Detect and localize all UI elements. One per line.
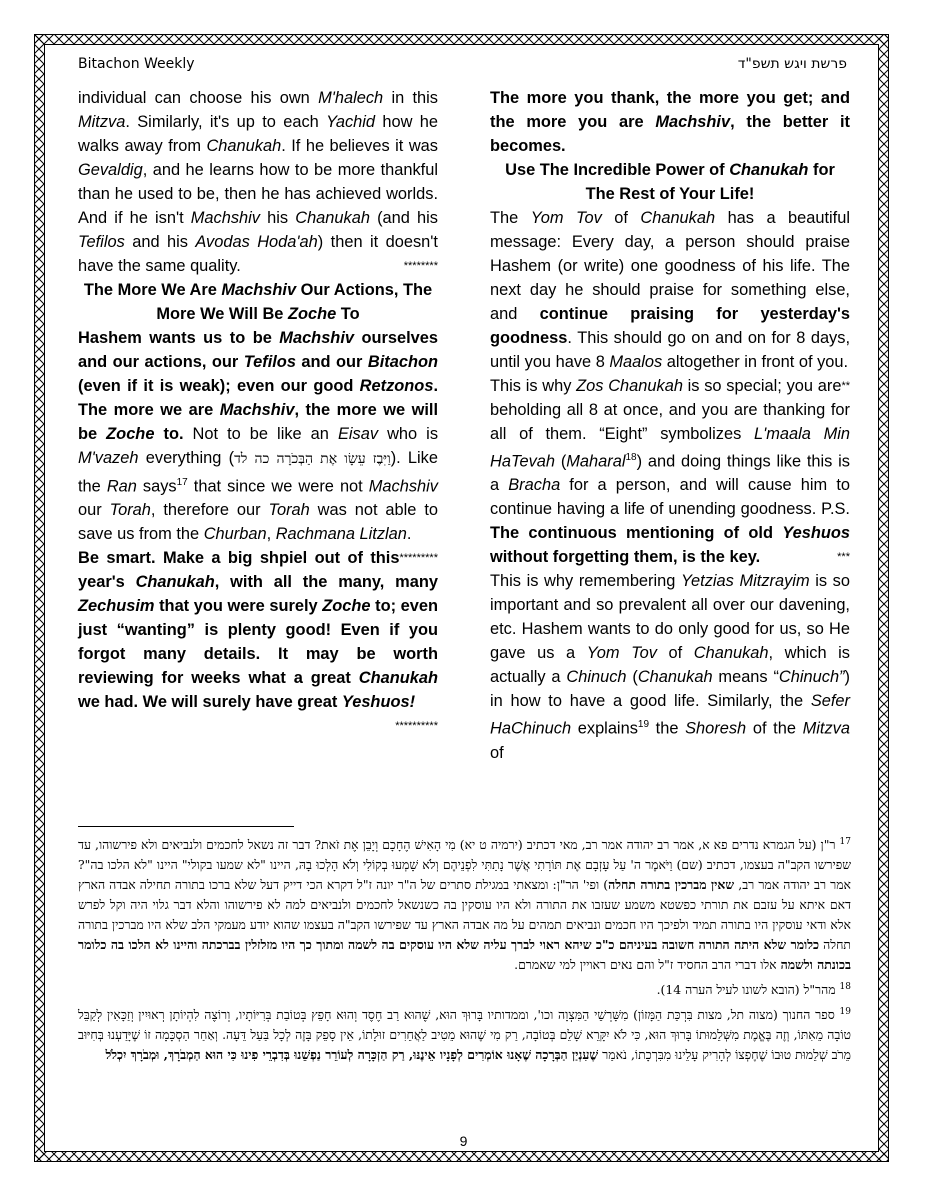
text-run: . Similarly, it's up to each xyxy=(125,113,327,131)
paragraph xyxy=(78,86,438,278)
text-run: Chinuch” xyxy=(778,668,845,687)
text-run: Yachid xyxy=(326,113,376,131)
text-run: . xyxy=(406,525,412,544)
text-run: Our Actions, The More We Will Be xyxy=(156,281,433,323)
text-run: is so important and so prevalent all over our davening, etc. Hashem wants to do only good for us, so He gave us a xyxy=(490,572,850,663)
footnote-number: 17 xyxy=(839,837,851,847)
text-run: (even if it is weak); even our good xyxy=(78,377,360,395)
text-run: שאין מברכין בתורה תחלה xyxy=(608,877,735,893)
section-separator-stars: *** xyxy=(837,551,850,564)
footnote-ref: 17 xyxy=(176,477,188,488)
text-run: in this xyxy=(383,89,438,107)
text-run: our xyxy=(78,501,110,520)
text-run: Churban xyxy=(203,525,267,544)
text-run: M'vazeh xyxy=(78,449,139,467)
footnotes xyxy=(78,832,851,1067)
text-run: , and he learns how to be more thankful than he used to be, then he has achieved worlds. And if he isn't xyxy=(78,161,438,227)
text-run: says xyxy=(136,477,177,496)
text-run: Hashem wants us to be xyxy=(78,329,280,347)
text-run: is so special; you are beholding all 8 at once, and you are thanking for all of them. “Eight” symbolizes xyxy=(490,377,850,443)
text-run: This is why xyxy=(490,377,577,395)
text-run: the xyxy=(649,719,686,738)
footnote-17 xyxy=(78,832,851,975)
text-run: , with all the many, many xyxy=(214,573,438,592)
text-run: Machshiv xyxy=(279,329,354,347)
text-run: Zoche xyxy=(287,305,337,323)
text-run: The continuous mentioning of old xyxy=(490,524,783,543)
header-publication-title: Bitachon Weekly xyxy=(78,56,195,72)
text-run: Torah xyxy=(109,501,151,520)
text-run: , therefore our xyxy=(150,501,269,520)
page-number: 9 xyxy=(459,1133,468,1149)
text-run: everything ( xyxy=(138,449,235,467)
text-run: Be smart. Make a big shpiel out of this year's xyxy=(78,549,400,592)
text-run: we had. We will surely have great xyxy=(78,693,342,712)
text-run: means “ xyxy=(712,668,779,687)
text-run: and our xyxy=(295,353,368,371)
text-run: The xyxy=(490,209,531,227)
text-run: Rachmana Litzlan xyxy=(275,525,407,544)
footnote-ref: 18 xyxy=(625,452,637,463)
text-run: מהר"ל (הובא לשונו לעיל הערה 14). xyxy=(656,982,836,998)
text-run: Tefilos xyxy=(78,233,125,251)
text-run: Maalos xyxy=(609,353,663,371)
paragraph xyxy=(78,326,439,565)
text-run: Yetzias Mitzrayim xyxy=(681,572,810,591)
footnote-divider xyxy=(78,826,294,827)
text-run: Chanukah xyxy=(729,161,809,179)
text-run: Zoche xyxy=(322,597,371,616)
text-run: ). Like the xyxy=(78,449,438,496)
text-run: , xyxy=(266,525,276,544)
text-run: ) ופי' הר"ן: ומצאתי במגילת סתרים של ה"ר יונה ז"ל דקרא הכי דייק דעל שלא ברכו בתורה תחילה אבדה הארץ דאם איתא על עזבם את תורתי כפשטא משמע שעזבו את התורה ולא היו עוסקין בה כשנשאל לחכמים ולנביאים למה לא פירשוהו והלא דבר גלוי היה וקל לפרש אלא ודאי עוסקין היו בתורה תמיד ולפיכך היו חכמים ונביאים תמהים על מה אבדה הארץ עד שפירשו הקב"ה בעצמו שהוא יודע מעמקי הלב שלא היו מברכין בתורה תחלה xyxy=(78,877,851,953)
text-run: of xyxy=(656,644,694,663)
text-run: ספר החנוך (מצוה תל, מצות בִּרְכַּת הַמָּזוֹן) מִשָּׁרְשֵׁי הַמִּצְוָה וכו', וממדותיו בָּרוּךְ הוּא, שֶׁהוּא רַב חֶסֶד וְהוּא חָפֵץ בְּטוֹבַת בְּרִיּוֹתָיו, וְרוֹצֶה לִהְיוֹתָן רְאוּיִין וְזַכָּאִין לְקַבֵּל טוֹבָה מֵאִתּוֹ, וְזֶה בֶּאֱמֶת מִשְּׁלֵמוּתוֹ בָּרוּךְ הוּא, כִּי לֹא יִקָּרֵא שָׁלֵם בְּטוֹבָה, רַק מִי שֶׁהוּא מֵטִיב לַאֲחֵרִים זוּלָתוֹ, אֵין סָפֵק בָּזֶה לְכָל בַּעַל דֵּעָה. וְאַחַר הַסְכָּמָה זוֹ שֶׁיָּדַעְנוּ בְּחִיּוּב מֵרֹב שְׁלֵמוּת טוּבוֹ שֶׁחֶפְצוֹ לְהָרִיק עָלֵינוּ מִבִּרְכָתוֹ, נֹאמַר xyxy=(78,1007,851,1063)
text-run: has a beautiful message: Every day, a person should praise Hashem (or write) one goodness of his life. The next day he should praise for something else, and xyxy=(490,209,850,323)
text-run: Tefilos xyxy=(243,353,296,371)
text-run: Not to be like an xyxy=(183,425,338,443)
text-run: and his xyxy=(124,233,196,251)
text-run: Yom Tov xyxy=(586,644,657,663)
text-run: Bitachon xyxy=(367,353,438,371)
text-run: Torah xyxy=(268,501,310,520)
text-run: Chanukah xyxy=(358,669,438,688)
text-run: Yeshuos xyxy=(782,524,850,543)
text-run: Machshiv xyxy=(368,477,438,496)
text-run: of the xyxy=(746,719,803,738)
footnote-ref: 19 xyxy=(637,719,650,731)
text-run: Eisav xyxy=(337,425,379,443)
section-heading xyxy=(78,278,438,326)
text-run: שֶׁעִנְיַן הַבְּרָכָה שֶׁאָנוּ אוֹמְרִים לְפָנָיו אֵינֶנּוּ, רַק הַזְכָּרָה לְעוֹרֵר נַפְשֵׁנוּ בְּדִבְרֵי פִינוּ כִּי הוּא הַמְבֹרָךְ, וּמְבֹרָךְ יִכְלֹל xyxy=(105,1047,599,1063)
text-run: Zos Chanukah xyxy=(576,377,683,395)
right-column xyxy=(490,86,850,765)
text-run: , which is actually a xyxy=(490,644,850,687)
text-run: Avodas Hoda'ah xyxy=(195,233,318,251)
text-run: M'halech xyxy=(318,89,384,107)
header-parsha-title: פרשת ויגש תשפ"ד xyxy=(737,56,847,72)
text-run: ) in how to have a good life. Similarly, the xyxy=(490,668,850,711)
text-run: . This should go on and on for 8 days, until you have 8 xyxy=(490,329,850,371)
footnote-19 xyxy=(78,1002,851,1065)
text-run: Machshiv xyxy=(219,401,295,419)
text-run: Zoche xyxy=(106,425,155,443)
text-run: Machshiv xyxy=(655,113,731,131)
text-run: Gevaldig xyxy=(78,161,143,179)
text-run: Chanukah xyxy=(206,137,282,155)
text-run: was not able to save us from the xyxy=(78,501,438,544)
text-run: Chanukah xyxy=(640,209,716,227)
text-run: ourselves and our actions, our xyxy=(78,329,439,371)
paragraph xyxy=(490,374,850,569)
text-run: explains xyxy=(571,719,638,738)
text-run: that since we were not xyxy=(187,477,369,496)
text-run: to; even just “wanting” is plenty good! Even if you forgot many details. It may be worth reviewing for weeks what a great xyxy=(78,597,438,688)
text-run: how he walks away from xyxy=(78,113,438,155)
text-run: Chanukah xyxy=(135,573,215,592)
text-run: ר"ן (על הגמרא נדרים פא א, אמר רב יהודה אמר רב, מאי דכתיב (ירמיה ט יא) מִי הָאִישׁ הֶחָכָם וְיָבֵן אֶת זֹאת? דבר זה נשאל לחכמים ולנביאים ולא פירשוהו, עד שפירשו הקב"ה בעצמו, דכתיב (שם) וַיֹּאמֶר ה' עַל עָזְבָם אֶת תּוֹרָתִי אֲשֶׁר נָתַתִּי לִפְנֵיהֶם וְלֹא שָׁמְעוּ בְקוֹלִי וְלֹא הָלְכוּ בָהּ, היינו "לא שמעו בקולי" היינו "לא הלכו בה"? אמר רב יהודה אמר רב, xyxy=(78,837,851,893)
text-run: Chanukah xyxy=(693,644,769,663)
text-run: Sefer HaChinuch xyxy=(490,692,850,738)
section-separator-stars: ********** xyxy=(395,720,438,733)
text-run: ) then it doesn't have the same quality. xyxy=(78,233,438,275)
text-run: for The Rest of Your Life! xyxy=(585,161,835,203)
text-run: Retzonos xyxy=(359,377,434,395)
text-run: Ran xyxy=(106,477,137,496)
paragraph xyxy=(490,569,850,764)
text-run: L'maala Min HaTevah xyxy=(490,425,850,471)
text-run: . If he believes it was xyxy=(281,137,438,155)
text-run: ) and doing things like this is a xyxy=(490,452,850,495)
text-run: his xyxy=(260,209,296,227)
text-run: altogether in front of you. xyxy=(662,353,849,371)
paragraph xyxy=(490,86,850,158)
text-run: אלו דברי הרב החסיד ז"ל והם נאים ראויין למי שאמרם. xyxy=(514,957,781,973)
text-run: of xyxy=(490,743,504,762)
text-run: Chanukah xyxy=(637,668,713,687)
text-run: , the better it becomes. xyxy=(490,113,850,155)
text-run: Shoresh xyxy=(685,719,747,738)
text-run: for a person, and will cause him to continue having a life of unending goodness. P.S. xyxy=(490,476,850,519)
text-run: Zechusim xyxy=(78,597,155,616)
text-run: that you were surely xyxy=(154,597,323,616)
paragraph xyxy=(78,546,438,733)
text-run: to. xyxy=(154,425,184,443)
text-run: without forgetting them, is the key. xyxy=(490,548,761,567)
section-heading xyxy=(490,158,850,206)
text-run: Machshiv xyxy=(221,281,297,299)
text-run: of xyxy=(601,209,641,227)
footnote-18 xyxy=(78,977,851,1000)
text-run: Chinuch xyxy=(566,668,627,687)
section-separator-stars: ********* xyxy=(399,552,438,565)
text-run: Yeshuos! xyxy=(341,693,416,712)
text-run: . The more we are xyxy=(78,377,438,419)
left-column xyxy=(78,86,438,738)
text-run: Maharal xyxy=(566,452,626,471)
text-run: To xyxy=(336,305,360,323)
text-run: The More We Are xyxy=(83,281,222,299)
text-run: (and his xyxy=(369,209,438,227)
text-run: individual can choose his own xyxy=(78,89,319,107)
text-run: , the more we will be xyxy=(78,401,438,443)
text-run: The more you thank, the more you get; and the more you are xyxy=(490,89,850,131)
text-run: continue praising for yesterday's goodness xyxy=(490,305,850,347)
text-run: ( xyxy=(555,452,567,471)
text-run: Bracha xyxy=(508,476,561,495)
section-separator-stars: ** xyxy=(841,380,850,392)
text-run: who is xyxy=(378,425,439,443)
text-run: ( xyxy=(626,668,638,687)
text-run: Mitzva xyxy=(802,719,850,738)
footnote-number: 19 xyxy=(839,1007,851,1018)
text-run: כלומר שלא היתה התורה חשובה בעיניהם כ"כ שיהא ראוי לברך עליה שלא היו עוסקים בה לשמה ומתוך כך היו מזלזלין בברכתה והיינו לא הלכו בה כלומר בכונתה ולשמה xyxy=(78,937,851,973)
text-run: This is why remembering xyxy=(490,572,682,591)
footnote-number: 18 xyxy=(839,982,851,993)
text-run: Yom Tov xyxy=(530,209,602,227)
section-separator-stars: ******** xyxy=(403,260,438,272)
text-run: Use The Incredible Power of xyxy=(505,161,730,179)
text-run: Chanukah xyxy=(295,209,370,227)
text-run: Machshiv xyxy=(190,209,260,227)
text-run: Mitzva xyxy=(78,113,126,131)
text-run: וַיִּבֶז עֵשָׂו אֶת הַבְּכֹרָה כה לד xyxy=(234,451,391,467)
